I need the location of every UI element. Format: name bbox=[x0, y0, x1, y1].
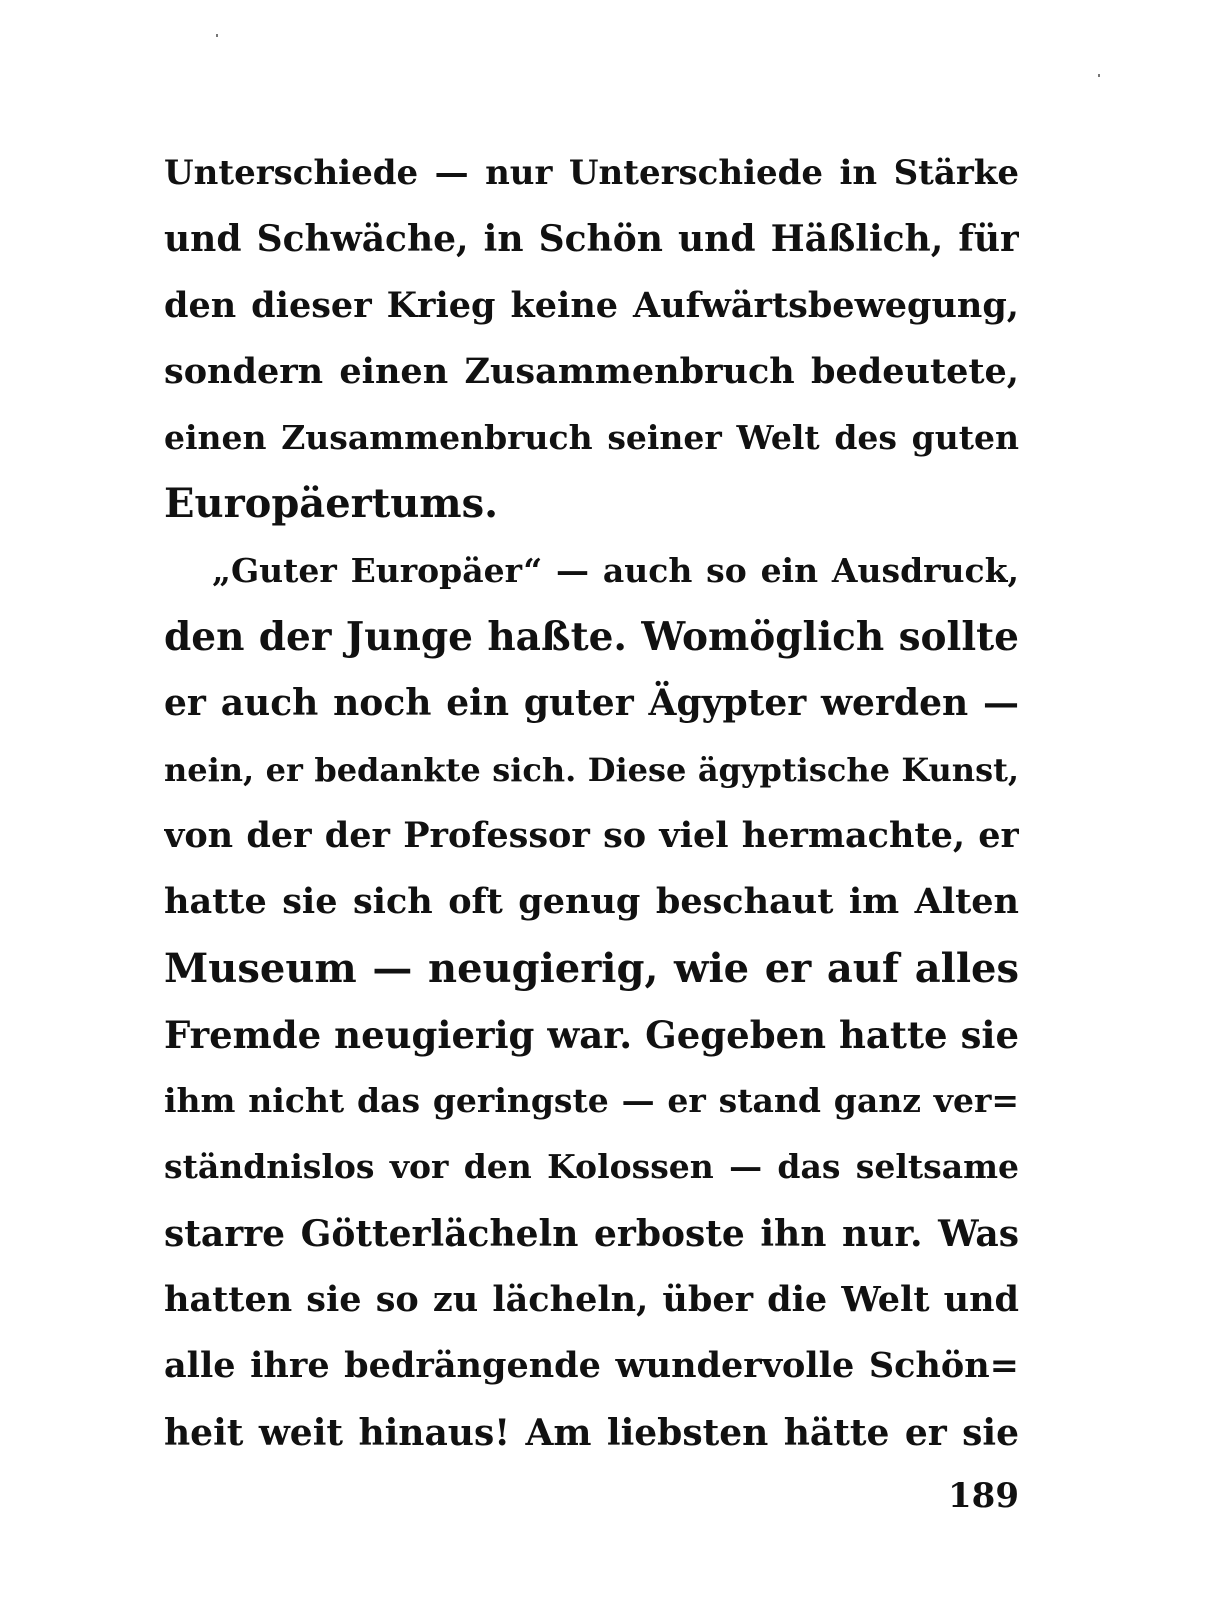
text-line: Europäertums. bbox=[164, 480, 499, 528]
text-line: ihm nicht das geringste — er stand ganz ver= bbox=[164, 1081, 1019, 1121]
text-line: „Guter Europäer“ — auch so ein Ausdruck, bbox=[212, 550, 1019, 590]
text-line: er auch noch ein guter Ägypter werden — bbox=[164, 682, 1019, 725]
text-line: den der Junge haßte. Womöglich sollte bbox=[164, 614, 1019, 661]
text-line: nein, er bedankte sich. Diese ägyptische Kunst, bbox=[164, 750, 1019, 789]
text-line: Unterschiede — nur Unterschiede in Stärke bbox=[164, 153, 1019, 193]
text-line: und Schwäche, in Schön und Häßlich, für bbox=[164, 218, 1019, 261]
page-number: 189 bbox=[948, 1476, 1019, 1516]
text-line: ständnislos vor den Kolossen — das seltsame bbox=[164, 1147, 1019, 1187]
paper-speck bbox=[1098, 74, 1100, 77]
text-line: Fremde neugierig war. Gegeben hatte sie bbox=[164, 1012, 1019, 1057]
paper-speck bbox=[216, 34, 218, 37]
text-line: Museum — neugierig, wie er auf alles bbox=[164, 944, 1019, 992]
text-line: von der der Professor so viel hermachte, er bbox=[164, 814, 1019, 856]
text-line: hatte sie sich oft genug beschaut im Alten bbox=[164, 881, 1019, 923]
text-line: heit weit hinaus! Am liebsten hätte er sie bbox=[164, 1411, 1019, 1454]
text-line: hatten sie so zu lächeln, über die Welt und bbox=[164, 1279, 1019, 1321]
body-text bbox=[164, 140, 1019, 1466]
text-line: den dieser Krieg keine Aufwärtsbewegung, bbox=[164, 284, 1019, 326]
text-line: sondern einen Zusammenbruch bedeutete, bbox=[164, 350, 1019, 392]
text-line: starre Götterlächeln erboste ihn nur. Was bbox=[164, 1212, 1019, 1255]
text-line: einen Zusammenbruch seiner Welt des guten bbox=[164, 418, 1019, 458]
text-line: alle ihre bedrängende wundervolle Schön= bbox=[164, 1345, 1019, 1387]
